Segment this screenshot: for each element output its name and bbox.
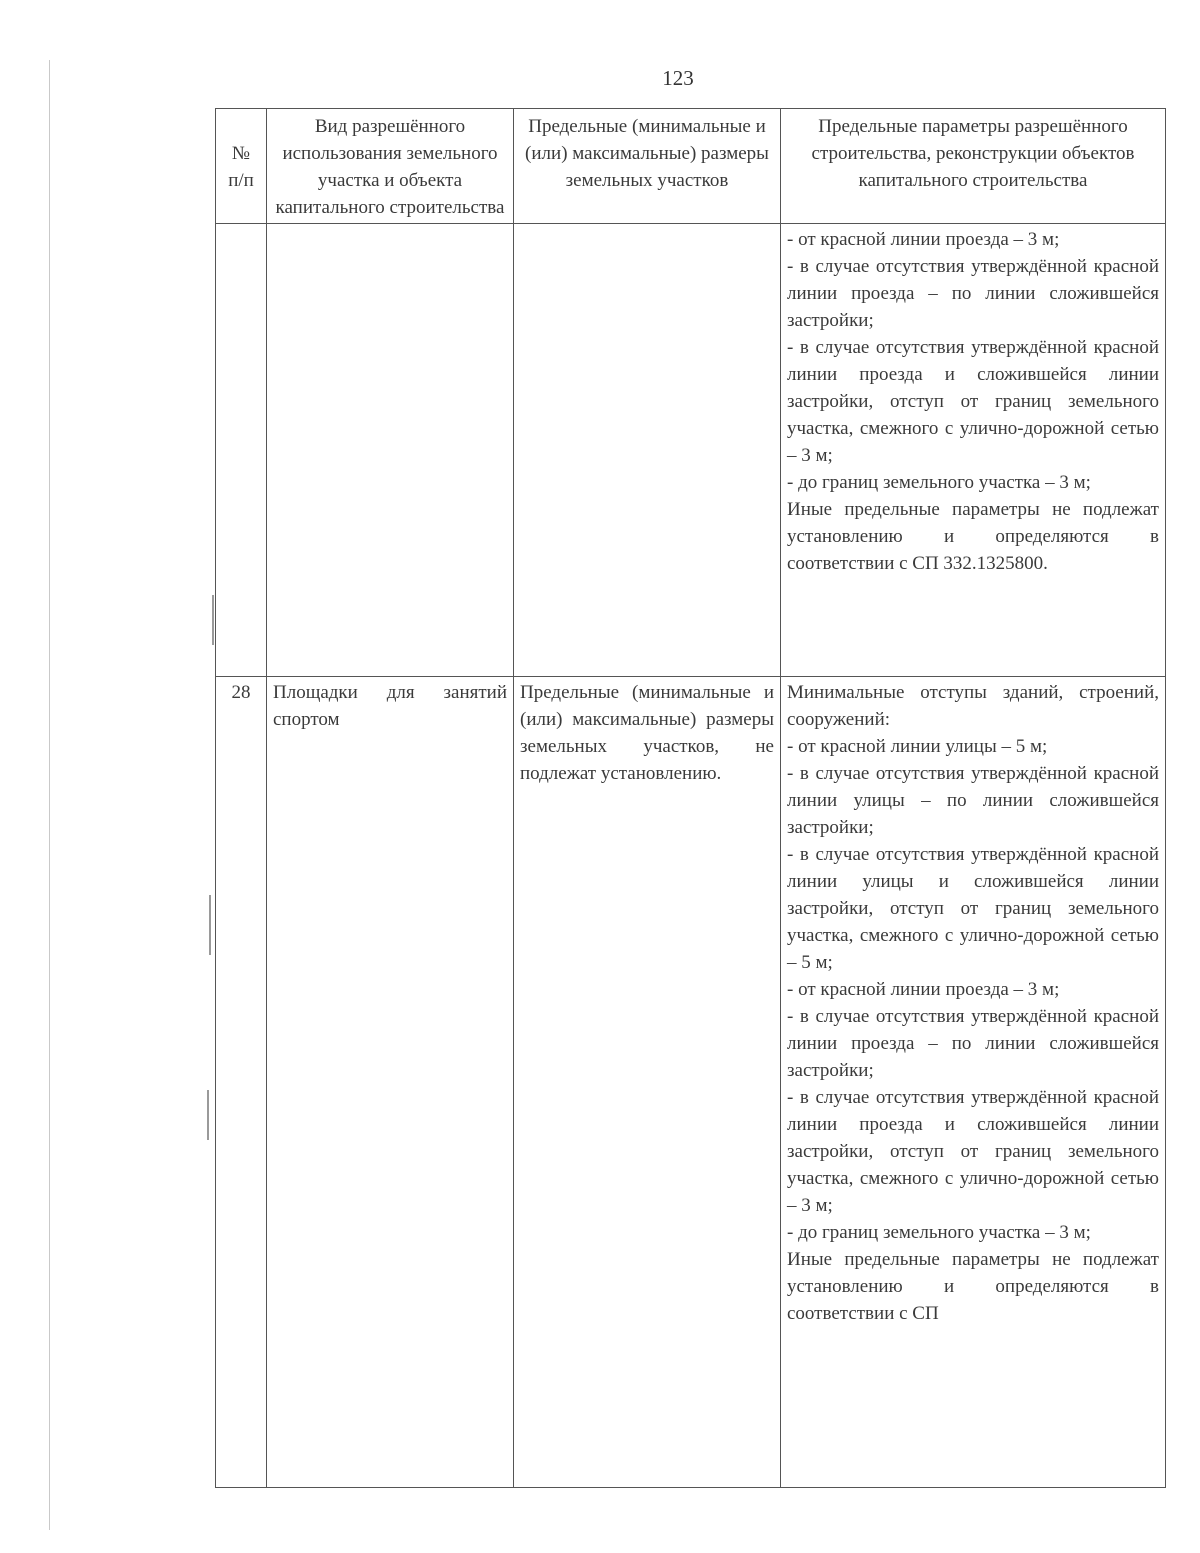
param-line: - в случае отсутствия утверждённой красной линии проезда и сложившейся линии застройки, отступ от границ земельного участка, смежного с улично-дорожной сетью – 3 м; bbox=[787, 337, 1159, 466]
param-line: - в случае отсутствия утверждённой красной линии проезда – по линии сложившейся застройки; bbox=[787, 256, 1159, 331]
param-line: - в случае отсутствия утверждённой красной линии проезда и сложившейся линии застройки, отступ от границ земельного участка, смежного с улично-дорожной сетью – 3 м; bbox=[787, 1087, 1159, 1216]
row-num: 28 bbox=[216, 677, 267, 1488]
param-line: Иные предельные параметры не подлежат установлению и определяются в соответствии с СП bbox=[787, 1249, 1159, 1324]
param-line: - до границ земельного участка – 3 м; bbox=[787, 472, 1091, 493]
row-land-use-type bbox=[267, 224, 514, 677]
row-building-params bbox=[781, 224, 1166, 677]
header-plot-sizes: Предельные (минимальные и (или) максимальные) размеры земельных участков bbox=[514, 109, 781, 224]
param-line: - от красной линии проезда – 3 м; bbox=[787, 229, 1060, 250]
header-num: № п/п bbox=[216, 109, 267, 224]
param-line: - в случае отсутствия утверждённой красной линии проезда – по линии сложившейся застройки; bbox=[787, 1006, 1159, 1081]
scan-mark bbox=[207, 1090, 209, 1140]
row-building-params bbox=[781, 677, 1166, 1488]
row-land-use-type: Площадки для занятий спортом bbox=[267, 677, 514, 1488]
param-line: - в случае отсутствия утверждённой красной линии улицы – по линии сложившейся застройки; bbox=[787, 763, 1159, 838]
header-land-use-type: Вид разрешённого использования земельного участка и объекта капитального строительства bbox=[267, 109, 514, 224]
param-line: - от красной линии проезда – 3 м; bbox=[787, 979, 1060, 1000]
header-building-params: Предельные параметры разрешённого строительства, реконструкции объектов капитального строительства bbox=[781, 109, 1166, 224]
scan-margin-line bbox=[49, 60, 50, 1530]
param-line: - до границ земельного участка – 3 м; bbox=[787, 1222, 1091, 1243]
row-num bbox=[216, 224, 267, 677]
scan-mark bbox=[209, 895, 211, 955]
table-row bbox=[216, 224, 1166, 677]
table-row bbox=[216, 677, 1166, 1488]
page-number: 123 bbox=[662, 66, 694, 90]
row-plot-sizes: Предельные (минимальные и (или) максимальные) размеры земельных участков, не подлежат установлению. bbox=[514, 677, 781, 1488]
param-line: - от красной линии улицы – 5 м; bbox=[787, 736, 1048, 757]
param-line: Иные предельные параметры не подлежат установлению и определяются в соответствии с СП 332.1325800. bbox=[787, 499, 1159, 574]
table-header-row bbox=[216, 109, 1166, 224]
scan-mark bbox=[212, 595, 214, 645]
param-line: Минимальные отступы зданий, строений, сооружений: bbox=[787, 682, 1159, 730]
regulations-table bbox=[215, 108, 1166, 1488]
param-line: - в случае отсутствия утверждённой красной линии улицы и сложившейся линии застройки, отступ от границ земельного участка, смежного с улично-дорожной сетью – 5 м; bbox=[787, 844, 1159, 973]
row-plot-sizes bbox=[514, 224, 781, 677]
